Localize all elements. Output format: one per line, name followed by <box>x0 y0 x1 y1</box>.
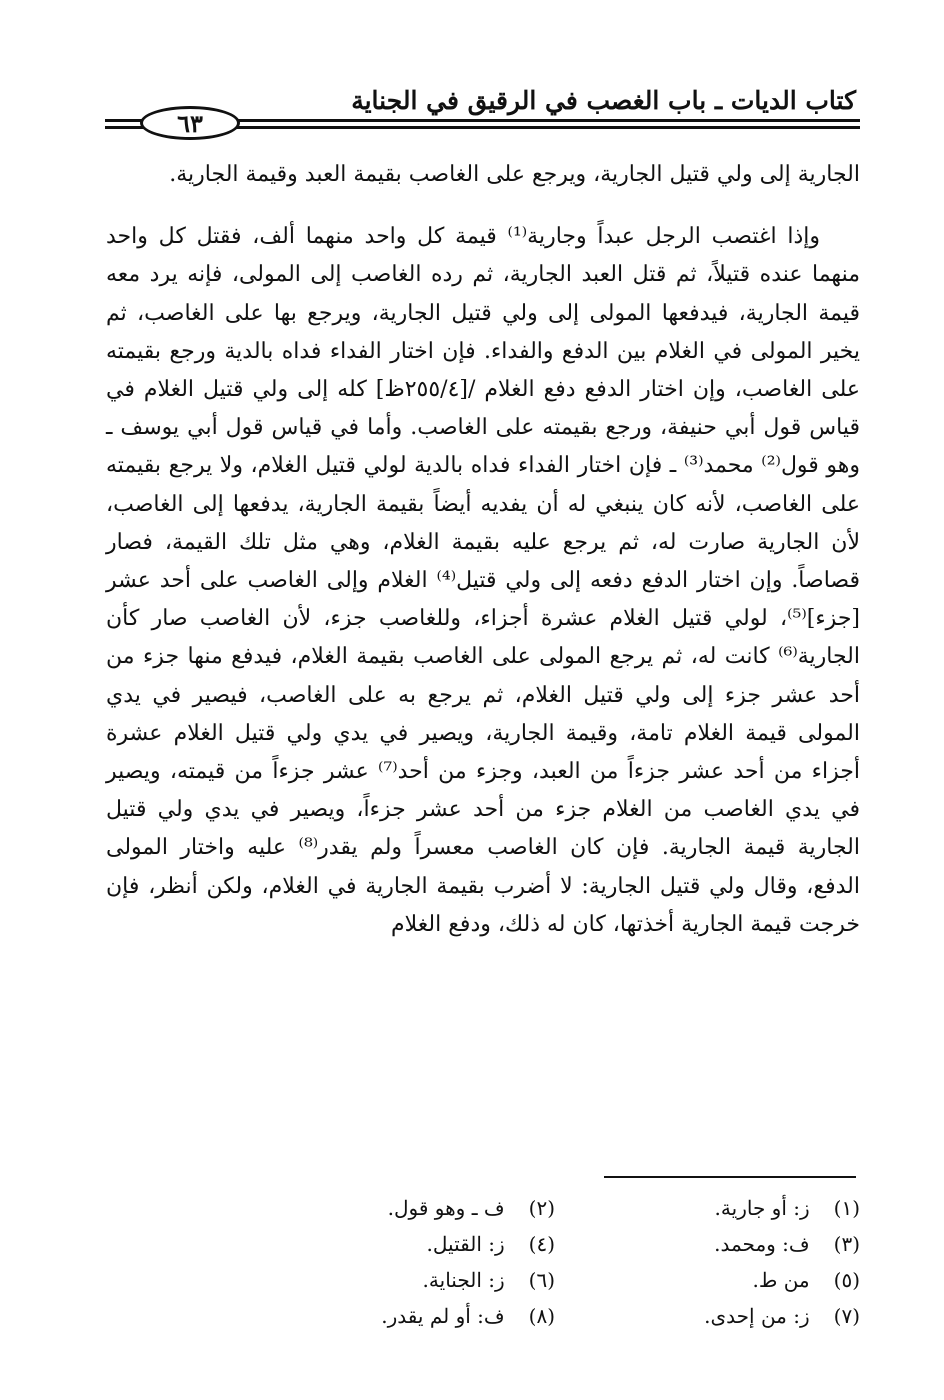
paragraph-2: وإذا اغتصب الرجل عبداً وجارية⁽¹⁾ قيمة كل واحد منهما ألف، فقتل كل واحد منهما عنده قتيلاً، ثم قتل العبد الجارية، ثم رده الغاصب إلى المولى، فإنه يرد معه قيمة الجارية، فيدفعها المولى إلى ولي قتيل الجارية، ويرجع بها على الغاصب، ثم يخير المولى في الغلام بين الدفع والفداء. فإن اختار الفداء فداه بالدية ورجع بقيمته على الغاصب، وإن اختار الدفع دفع الغلام /[٢٥٥/٤ظ] كله إلى ولي قتيل الغلام في قياس قول أبي حنيفة، ورجع بقيمته على الغاصب. وأما في قياس قول أبي يوسف ـ وهو قول⁽²⁾ محمد⁽³⁾ ـ فإن اختار الفداء فداه بالدية لولي قتيل الغلام، ولا يرجع بقيمته على الغاصب، لأنه كان ينبغي له أن يفديه أيضاً بقيمة الجارية، يدفعها إلى الغاصب، لأن الجارية صارت له، ثم يرجع عليه بقيمة الغلام، وهي مثل تلك القيمة، فصار قصاصاً. وإن اختار الدفع دفعه إلى ولي قتيل⁽⁴⁾ الغلام وإلى الغاصب على أحد عشر [جزء]⁽⁵⁾، لولي قتيل الغلام عشرة أجزاء، وللغاصب جزء، لأن الغاصب صار كأن الجارية⁽⁶⁾ كانت له، ثم يرجع المولى على الغاصب بقيمة الغلام، فيدفع منها جزء من أحد عشر جزء إلى ولي قتيل الغلام، ثم يرجع به على الغاصب، فيصير في يدي المولى قيمة الغلام تامة، وقيمة الجارية، ويصير في يدي ولي قتيل الغلام عشرة أجزاء من أحد عشر جزءاً من العبد، وجزء من أحد⁽⁷⁾ عشر جزءاً من قيمته، ويصير في يدي الغاصب من الغلام جزء من أحد عشر جزءاً، ويصير في يدي ولي قتيل الجارية قيمة الجارية. فإن كان الغاصب معسراً ولم يقدر⁽⁸⁾ عليه واختار المولى الدفع، وقال ولي قتيل الجارية: لا أضرب بقيمة الجارية في الغلام، ولكن أنظر، فإن خرجت قيمة الجارية أخذتها، كان له ذلك، ودفع الغلام <box>106 224 860 937</box>
footnote-6: (٦) ز: الجناية. <box>422 1268 555 1292</box>
footnote-separator <box>604 1176 856 1178</box>
running-title: كتاب الديات ـ باب الغصب في الرقيق في الجناية <box>351 86 856 115</box>
footnote-3: (٣) ف: ومحمد. <box>714 1232 860 1256</box>
footnote-8: (٨) ف: أو لم يقدر. <box>381 1304 555 1328</box>
footnote-7: (٧) ز: من إحدى. <box>704 1304 860 1328</box>
footnote-4: (٤) ز: القتيل. <box>426 1232 555 1256</box>
main-text <box>106 156 860 944</box>
footnote-row <box>250 1226 860 1262</box>
footnote-row <box>250 1262 860 1298</box>
footnote-2: (٢) ف ـ وهو قول. <box>387 1196 555 1220</box>
page-number: ٦٣ <box>140 106 240 140</box>
footnote-1: (١) ز: أو جارية. <box>714 1196 860 1220</box>
paragraph-1: الجارية إلى ولي قتيل الجارية، ويرجع على الغاصب بقيمة العبد وقيمة الجارية. <box>169 162 860 187</box>
footnote-5: (٥) من ط. <box>752 1268 860 1292</box>
footnote-row <box>250 1298 860 1334</box>
footnotes <box>250 1190 860 1334</box>
footnote-row <box>250 1190 860 1226</box>
